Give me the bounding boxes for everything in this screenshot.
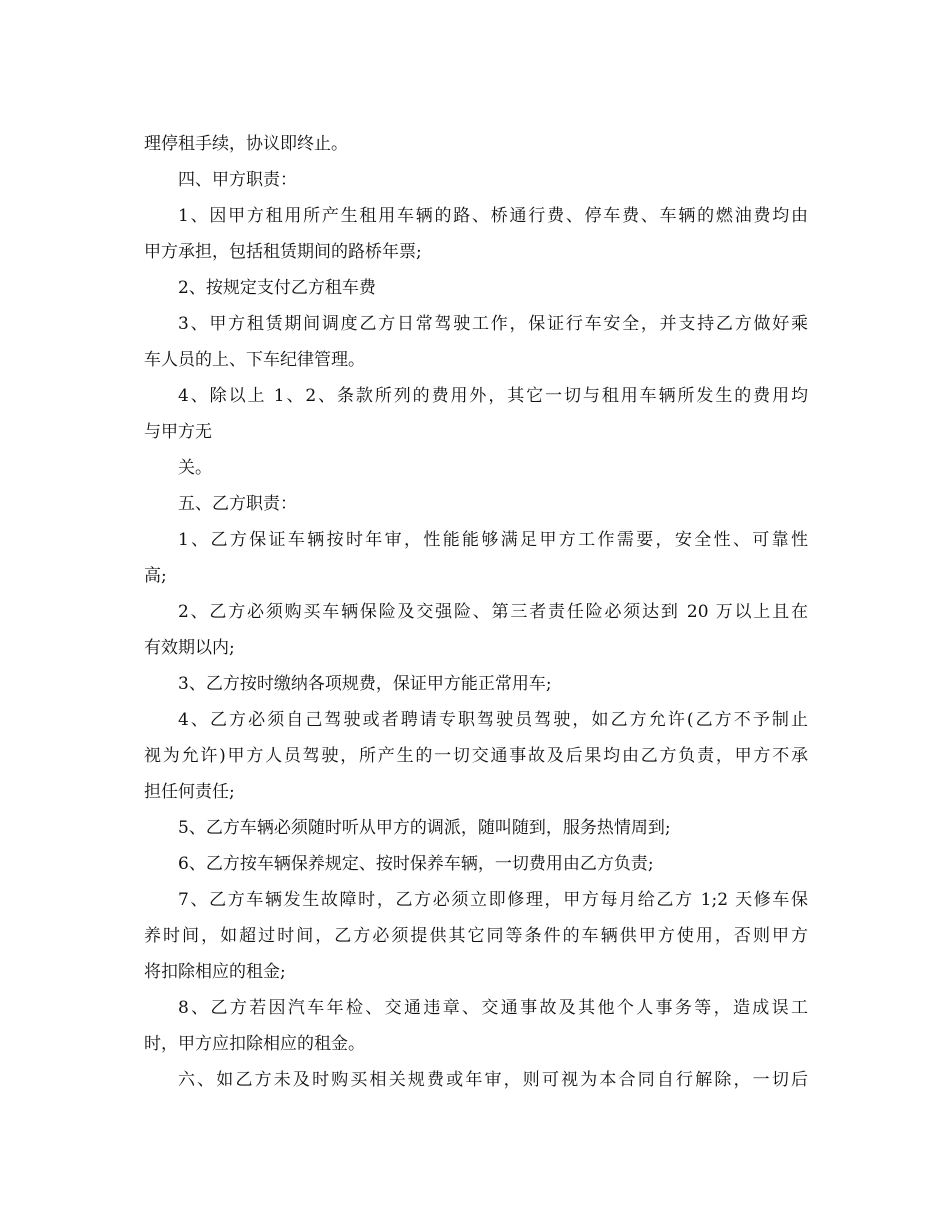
section-heading: 四、甲方职责：	[178, 170, 297, 190]
text-line: 时，甲方应扣除相应的租金。	[144, 1034, 365, 1054]
text-line: 1、因甲方租用所产生租用车辆的路、桥通行费、停车费、车辆的燃油费均由	[178, 206, 808, 226]
text-line: 高;	[144, 566, 167, 586]
text-line: 6、乙方按车辆保养规定、按时保养车辆，一切费用由乙方负责;	[178, 854, 654, 874]
text-line: 8、乙方若因汽车年检、交通违章、交通事故及其他个人事务等，造成误工	[178, 998, 808, 1018]
text-line: 理停租手续，协议即终止。	[144, 134, 348, 154]
text-line: 担任何责任;	[144, 782, 235, 802]
section-heading: 五、乙方职责：	[178, 494, 297, 514]
text-line: 3、乙方按时缴纳各项规费，保证甲方能正常用车;	[178, 674, 552, 694]
text-line: 车人员的上、下车纪律管理。	[144, 350, 365, 370]
text-line: 养时间，如超过时间，乙方必须提供其它同等条件的车辆供甲方使用，否则甲方	[144, 926, 808, 946]
text-line: 5、乙方车辆必须随时听从甲方的调派，随叫随到，服务热情周到;	[178, 818, 671, 838]
text-line: 将扣除相应的租金;	[144, 962, 286, 982]
text-line: 1、乙方保证车辆按时年审，性能能够满足甲方工作需要，安全性、可靠性	[178, 530, 808, 550]
text-line: 4、乙方必须自己驾驶或者聘请专职驾驶员驾驶，如乙方允许(乙方不予制止	[178, 710, 808, 730]
text-line: 4、除以上 1、2、条款所列的费用外，其它一切与租用车辆所发生的费用均	[178, 386, 808, 406]
text-line: 与甲方无	[144, 422, 212, 442]
text-line: 视为允许)甲方人员驾驶，所产生的一切交通事故及后果均由乙方负责，甲方不承	[144, 746, 808, 766]
document-body	[144, 126, 808, 1098]
text-line: 2、乙方必须购买车辆保险及交强险、第三者责任险必须达到 20 万以上且在	[178, 602, 808, 622]
text-line: 六、如乙方未及时购买相关规费或年审，则可视为本合同自行解除，一切后	[178, 1070, 808, 1090]
text-line: 7、乙方车辆发生故障时，乙方必须立即修理，甲方每月给乙方 1;2 天修车保	[178, 890, 808, 910]
text-line: 3、甲方租赁期间调度乙方日常驾驶工作，保证行车安全，并支持乙方做好乘	[178, 314, 808, 334]
text-line: 关。	[178, 458, 212, 478]
text-line: 2、按规定支付乙方租车费	[178, 278, 376, 298]
text-line: 甲方承担，包括租赁期间的路桥年票;	[144, 242, 422, 262]
text-line: 有效期以内;	[144, 638, 235, 658]
